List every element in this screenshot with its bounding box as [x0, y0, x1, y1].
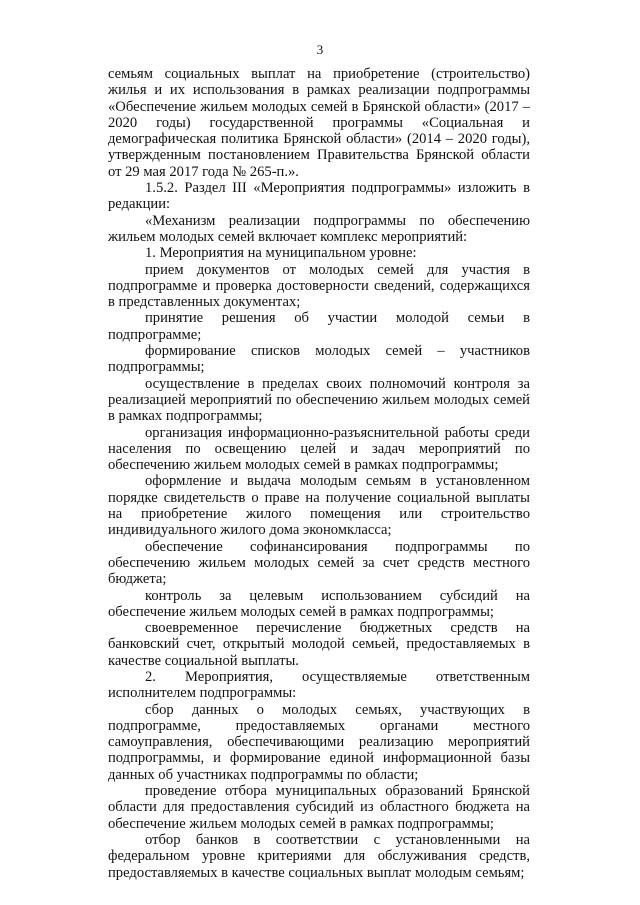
- page-number: 3: [316, 42, 324, 57]
- paragraph: формирование списков молодых семей – участников подпрограммы;: [108, 343, 530, 376]
- paragraph: отбор банков в соответствии с установленными на федеральном уровне критериями для обслуживания средств, предоставляемых в качестве социальных выплат молодым семьям;: [108, 831, 530, 881]
- paragraph: оформление и выдача молодым семьям в установленном порядке свидетельств о праве на получение социальной выплаты на приобретение жилого помещения или строительство индивидуального жилого дома экономкласса;: [108, 473, 530, 539]
- paragraph: организация информационно-разъяснительной работы среди населения по освещению целей и задач мероприятий по обеспечению жильем молодых семей в рамках подпрограммы;: [108, 424, 530, 474]
- paragraph: своевременное перечисление бюджетных средств на банковский счет, открытый молодой семьей, предоставляемых в качестве социальной выплаты.: [108, 620, 530, 669]
- paragraph: 1. Мероприятия на муниципальном уровне:: [145, 245, 417, 262]
- paragraph: прием документов от молодых семей для участия в подпрограмме и проверка достоверности сведений, содержащихся в представленных документах;: [108, 261, 530, 311]
- document-body: [108, 66, 530, 881]
- paragraph: 2. Мероприятия, осуществляемые ответственным исполнителем подпрограммы:: [108, 668, 530, 702]
- paragraph: 1.5.2. Раздел III «Мероприятия подпрограммы» изложить в редакции:: [108, 180, 530, 213]
- paragraph: обеспечение софинансирования подпрограммы по обеспечению жильем молодых семей за счет средств местного бюджета;: [108, 538, 530, 588]
- paragraph: семьям социальных выплат на приобретение (строительство) жилья и их использования в рамках реализации подпрограммы «Обеспечение жильем молодых семей в Брянской области» (2017 – 2020 годы) государственной программы «Социальная и демографическая политика Брянской области» (2014 – 2020 годы), утвержденным постановлением Правительства Брянской области от 29 мая 2017 года № 265-п.».: [108, 66, 530, 180]
- paragraph: осуществление в пределах своих полномочий контроля за реализацией мероприятий по обеспечению жильем молодых семей в рамках подпрограммы;: [108, 375, 530, 425]
- paragraph: проведение отбора муниципальных образований Брянской области для предоставления субсидий из областного бюджета на обеспечение жильем молодых семей в рамках подпрограммы;: [108, 783, 530, 832]
- paragraph: принятие решения об участии молодой семьи в подпрограмме;: [108, 310, 530, 343]
- paragraph: сбор данных о молодых семьях, участвующих в подпрограмме, предоставляемых органами местного самоуправления, обеспечивающими реализацию мероприятий подпрограммы, и формирование единой информационной базы данных об участниках подпрограммы по области;: [108, 701, 530, 783]
- paragraph: контроль за целевым использованием субсидий на обеспечение жильем молодых семей в рамках подпрограммы;: [108, 587, 530, 620]
- paragraph: «Механизм реализации подпрограммы по обеспечению жильем молодых семей включает комплекс мероприятий:: [108, 212, 530, 245]
